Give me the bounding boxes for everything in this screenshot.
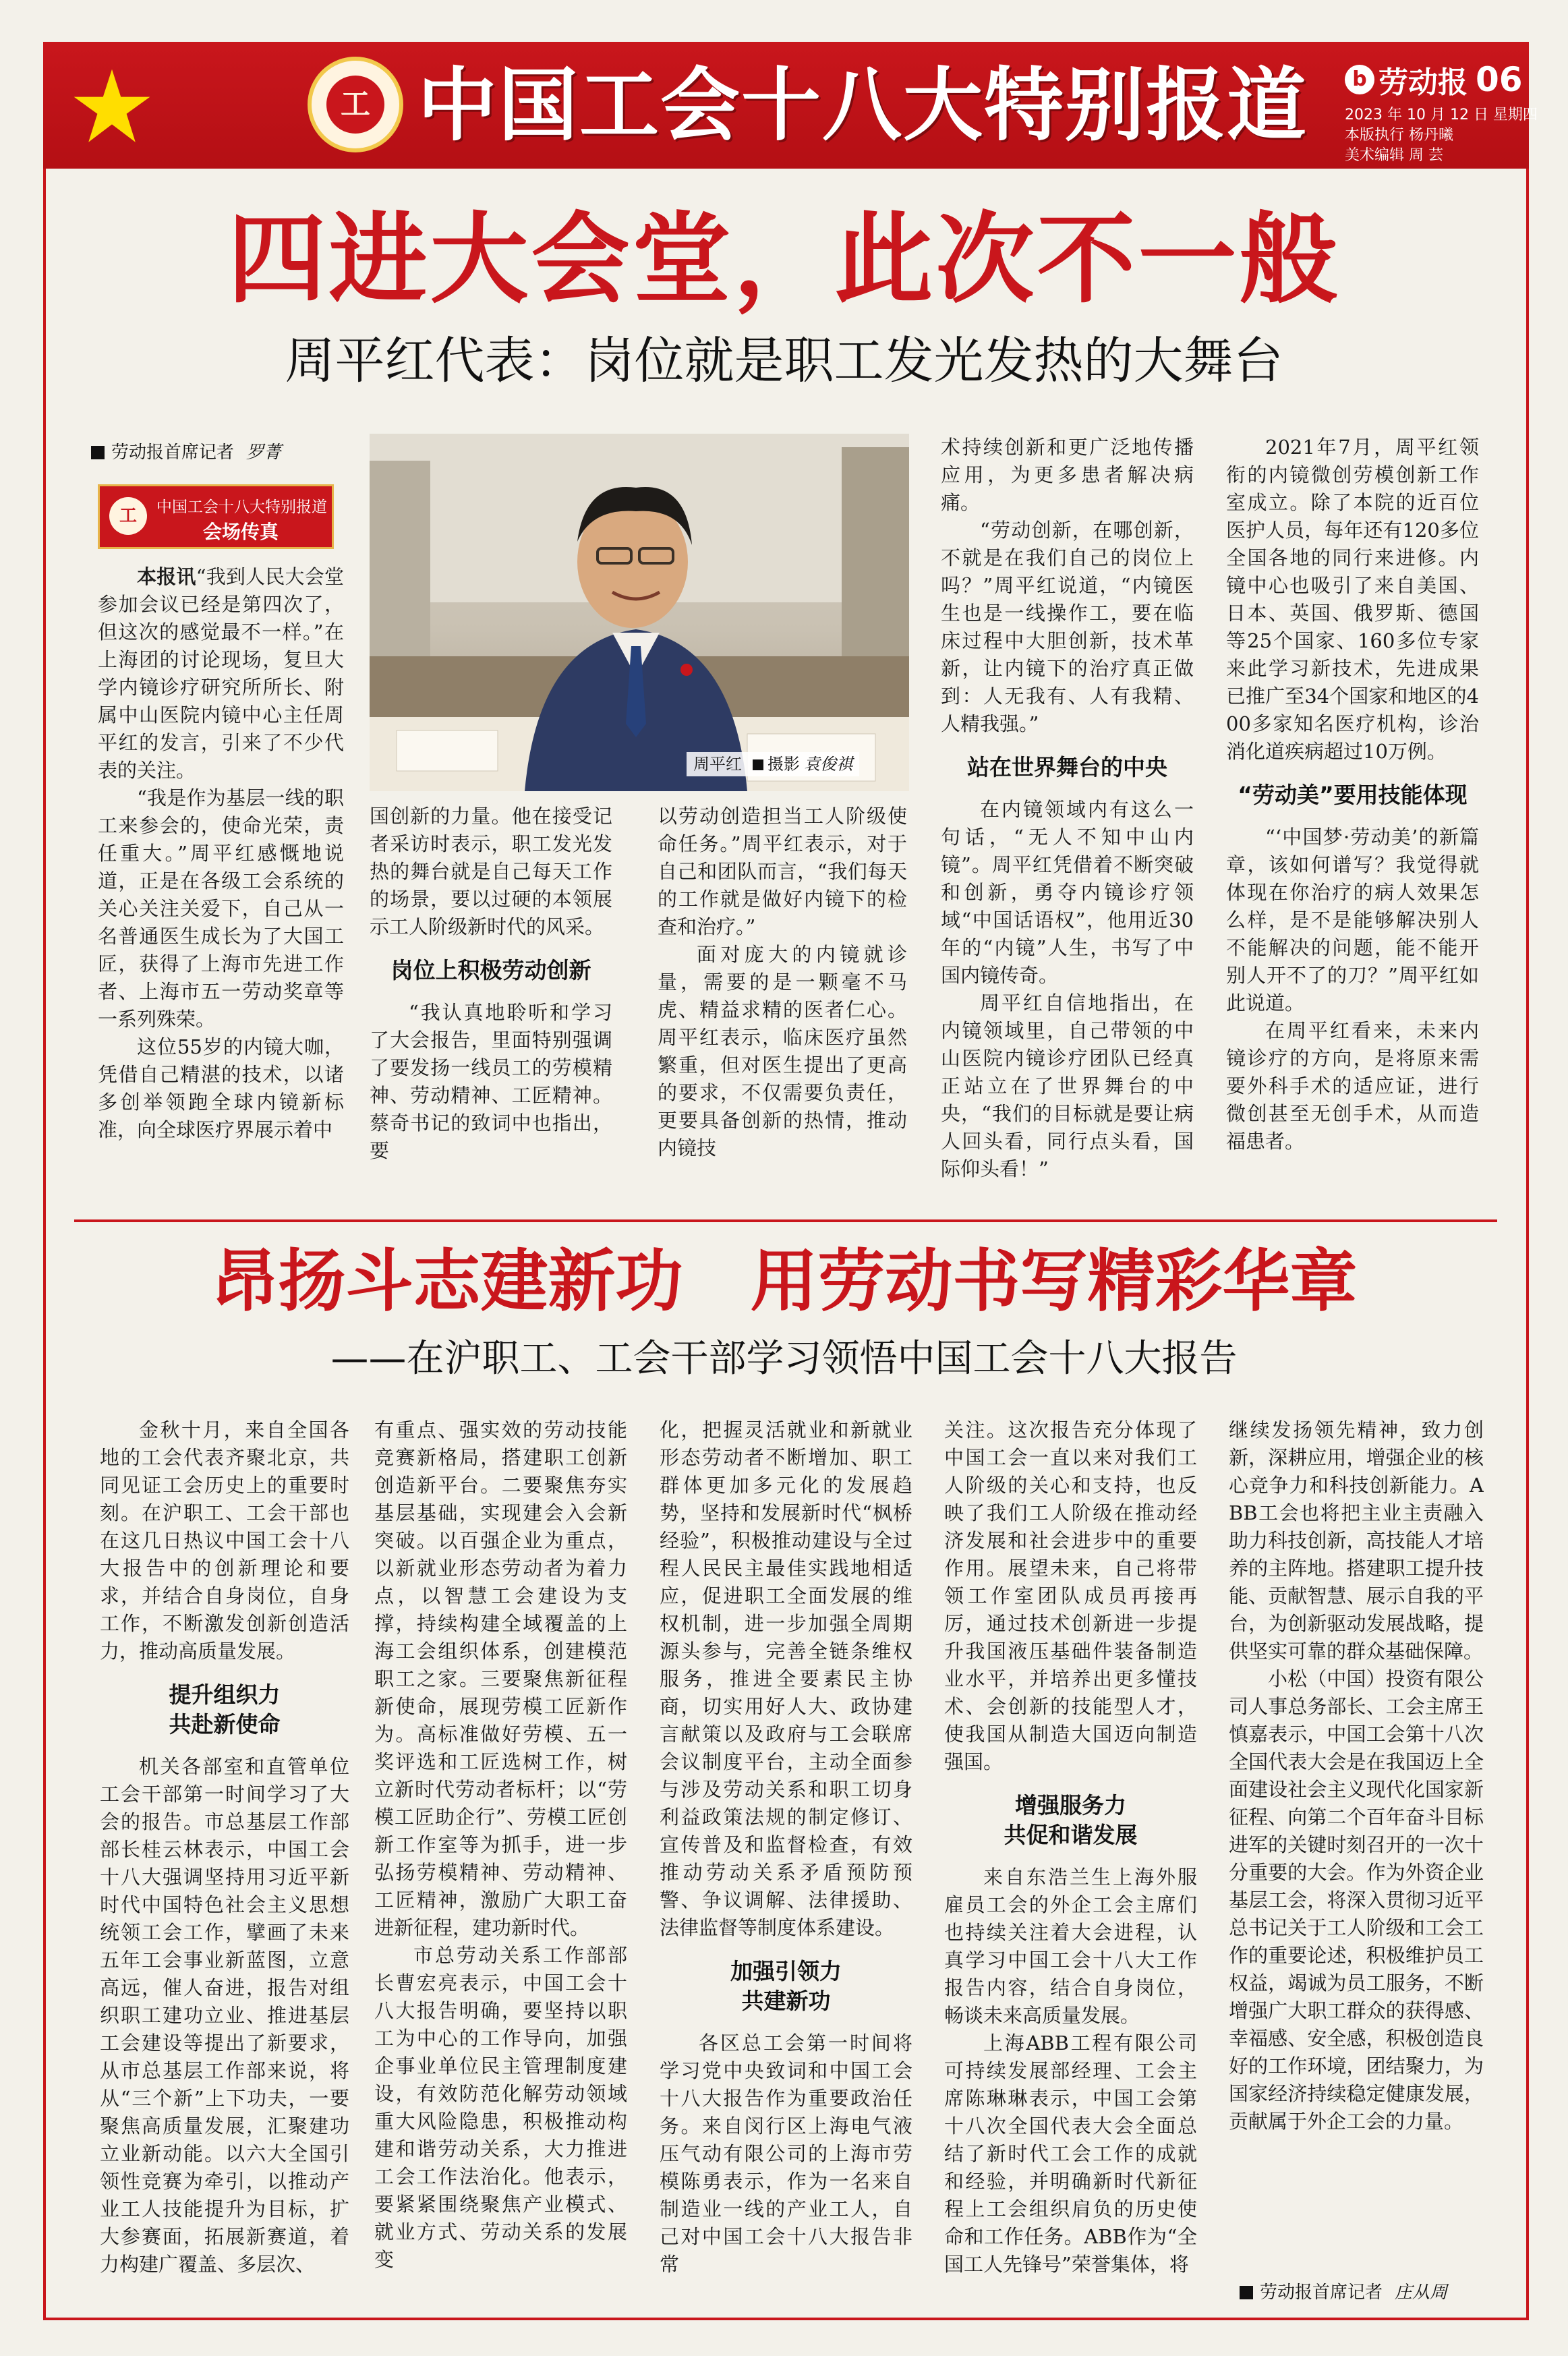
photo-illustration: [370, 434, 909, 791]
issue-meta: [1345, 105, 1538, 166]
square-bullet-icon: [1240, 2286, 1253, 2299]
section-heading: 站在世界舞台的中央: [967, 754, 1167, 780]
paragraph: “劳动创新，在哪创新，不就是在我们自己的岗位上吗？”周平红说道，“内镜医生也是一线操作工，要在临床过程中大胆创新，技术革新，让内镜下的治疗真正做到：人无我有、人有我精、人精我强。”: [941, 519, 1194, 735]
section-heading: [660, 1957, 912, 2016]
paragraph: 化，把握灵活就业和新就业形态劳动者不断增加、职工群体更加多元化的发展趋势，坚持和发展新时代“枫桥经验”，积极推动建设与全过程人民民主最佳实践地相适应，促进职工全面发展的维权机制，进一步加强全周期源头参与，完善全链条维权服务，推进全要素民主协商，切实用好人大、政协建言献策以及政府与工会联席会议制度平台，主动全面参与涉及劳动关系和职工切身利益政策法规的制定修订、宣传普及和监督检查，有效推动劳动关系矛盾预防预警、争议调解、法律援助、法律监督等制度体系建设。: [660, 1418, 912, 1939]
article1-column-3: [658, 803, 907, 1207]
article1-column-4: [941, 434, 1194, 1209]
article2-column-2: [374, 1416, 627, 2307]
paragraph: “‘中国梦·劳动美’的新篇章，该如何谱写？我觉得就体现在你治疗的病人效果怎么样，是不是能够解决别人不能解决的问题，能不能开别人开不了的刀？”周平红如此说道。: [1226, 826, 1479, 1014]
paragraph: 来自东浩兰生上海外服雇员工会的外企工会主席们也持续关注着大会进程，认真学习中国工会十八大工作报告内容，结合自身岗位，畅谈未来高质量发展。: [944, 1866, 1197, 2027]
paragraph-text: “我到人民大会堂参加会议已经是第四次了，但这次的感觉最不一样。”在上海团的讨论现场，复旦大学内镜诊疗研究所所长、附属中山医院内镜中心主任周平红的发言，引来了不少代表的关注。: [98, 565, 344, 782]
paragraph: 继续发扬领先精神，致力创新，深耕应用，增强企业的核心竞争力和科技创新能力。ABB工会也将把主业主责融入助力科技创新，高技能人才培养的主阵地。搭建职工提升技能、贡献智慧、展示自我的平台，为创新驱动发展战略，提供坚实可靠的群众基础保障。: [1229, 1418, 1484, 1663]
credit-label: 摄影: [767, 755, 800, 774]
article1-byline: [91, 438, 281, 463]
paper-mark-icon: b: [1345, 65, 1374, 94]
paragraph: 小松（中国）投资有限公司人事总务部长、工会主席王慎嘉表示，中国工会第十八次全国代表大会是在我国迈上全面建设社会主义现代化国家新征程、向第二个百年奋斗目标进军的关键时刻召开的一次十分重要的大会。作为外资企业基层工会，将深入贯彻习近平总书记关于工人阶级和工会工作的重要论述，积极维护员工权益，竭诚为员工服务，不断增强广大职工群众的获得感、幸福感、安全感，积极创造良好的工作环境，团结聚力，为国家经济持续稳定健康发展，贡献属于外企工会的力量。: [1229, 1667, 1484, 2133]
heading-line: 加强引领力: [730, 1958, 842, 1984]
square-bullet-icon: [91, 446, 105, 459]
star-icon: [71, 66, 152, 147]
article1-column-2: [370, 803, 612, 1207]
byline-name: 罗菁: [246, 442, 282, 463]
article2-byline: [1240, 2278, 1447, 2303]
article1-subheadline: 周平红代表：岗位就是职工发光发热的大舞台: [285, 332, 1283, 390]
art-editor: 美术编辑 周 芸: [1345, 147, 1443, 164]
paragraph: “我是作为基层一线的职工来参会的，使命光荣，责任重大。”周平红感慨地说道，正是在各级工会系统的关心关注关爱下，自己从一名普通医生成长为了大国工匠，获得了上海市先进工作者、上海市五一劳动奖章等一系列殊荣。: [98, 786, 344, 1031]
paragraph: 机关各部室和直管单位工会干部第一时间学习了大会的报告。市总基层工作部部长桂云林表示，中国工会十八大强调坚持用习近平新时代中国特色社会主义思想统领工会工作，擘画了未来五年工会事业新蓝图，立意高远，催人奋进，报告对组织职工建功立业、推进基层工会建设等提出了新要求，从市总基层工作部来说，将从“三个新”上下功夫，一要聚焦高质量发展，汇聚建功立业新动能。以六大全国引领性竞赛为牵引，以推动产业工人技能提升为目标，扩大参赛面，拓展新赛道，着力构建广覆盖、多层次、: [100, 1755, 349, 2276]
heading-line: 增强服务力: [1015, 1792, 1126, 1818]
paragraph: 国创新的力量。他在接受记者采访时表示，职工发光发热的舞台就是自己每天工作的场景，要以过硬的本领展示工人阶级新时代的风采。: [370, 805, 612, 938]
square-bullet-icon: [753, 759, 763, 770]
paragraph: 上海ABB工程有限公司可持续发展部经理、工会主席陈琳琳表示，中国工会第十八次全国代表大会全面总结了新时代工会工作的成就和经验，并明确新时代新征程上工会组织肩负的历史使命和工作任务。ABB作为“全国工人先锋号”荣誉集体，将: [944, 2032, 1197, 2276]
byline-label: 劳动报首席记者: [1260, 2282, 1383, 2303]
paragraph: “我认真地聆听和学习了大会报告，里面特别强调了要发扬一线员工的劳模精神、劳动精神、工匠精神。蔡奇书记的致词中也指出，要: [370, 1001, 612, 1162]
byline-name: 庄从周: [1395, 2282, 1448, 2303]
emblem-glyph: 工: [326, 76, 384, 134]
paragraph: 在周平红看来，未来内镜诊疗的方向，是将原来需要外科手术的适应证，进行微创甚至无创手术，从而造福患者。: [1226, 1019, 1479, 1153]
paragraph: 面对庞大的内镜就诊量，需要的是一颗毫不马虎、精益求精的医者仁心。周平红表示，临床医疗虽然繁重，但对医生提出了更高的要求，不仅需要负责任，更要具备创新的热情，推动内镜技: [658, 943, 907, 1159]
delegate-photo: [370, 434, 909, 791]
photo-caption: [687, 752, 859, 776]
section-heading: 岗位上积极劳动创新: [390, 957, 591, 983]
section-heading: [100, 1680, 349, 1740]
byline-label: 劳动报首席记者: [111, 442, 235, 463]
article2-column-1: [100, 1416, 349, 2307]
paragraph: 周平红自信地指出，在内镜领域里，自己带领的中山医院内镜诊疗团队已经真正站立在了世界舞台的中央，“我们的目标就是要让病人回头看，同行点头看，国际仰头看！”: [941, 992, 1194, 1180]
heading-line: 共促和谐发展: [1004, 1822, 1138, 1848]
paper-name: 劳动报: [1378, 65, 1468, 100]
photo-credit: [753, 755, 852, 774]
paragraph: 金秋十月，来自全国各地的工会代表齐聚北京，共同见证工会历史上的重要时刻。在沪职工、工会干部也在这几日热议中国工会十八大报告中的创新理论和要求，并结合自身岗位，自身工作，不断激发创新创造活力，推动高质量发展。: [100, 1418, 349, 1663]
article2-headline: 昂扬斗志建新功 用劳动书写精彩华章: [210, 1242, 1358, 1321]
article1-headline: 四进大会堂，此次不一般: [227, 202, 1341, 317]
paragraph: 在内镜领域内有这么一句话，“无人不知中山内镜”。周平红凭借着不断突破和创新，勇夺内镜诊疗领域“中国话语权”，他用近30年的“内镜”人生，书写了中国内镜传奇。: [941, 798, 1194, 987]
paragraph: 这位55岁的内镜大咖，凭借自己精湛的技术，以诸多创举领跑全球内镜新标准，向全球医疗界展示着中: [98, 1035, 344, 1141]
heading-line: 共建新功: [741, 1988, 831, 2014]
paragraph: 2021年7月，周平红领衔的内镜微创劳模创新工作室成立。除了本院的近百位医护人员，每年还有120多位全国各地的同行来进修。内镜中心也吸引了来自美国、日本、英国、俄罗斯、德国等25个国家、160多位专家来此学习新技术，先进成果已推广至34个国家和地区的400多家知名医疗机构，诊治消化道疾病超过10万例。: [1226, 436, 1479, 763]
photographer-name: 袁俊祺: [804, 755, 852, 774]
article1-column-5: [1226, 434, 1479, 1209]
article2-subheadline: ——在沪职工、工会干部学习领悟中国工会十八大报告: [330, 1337, 1238, 1381]
article-divider: [74, 1219, 1497, 1222]
paragraph: 有重点、强实效的劳动技能竞赛新格局，搭建职工创新创造新平台。二要聚焦夯实基层基础，实现建会入会新突破。以百强企业为重点，以新就业形态劳动者为着力点，以智慧工会建设为支撑，持续构建全域覆盖的上海工会组织体系，创建模范职工之家。三要聚焦新征程新使命，展现劳模工匠新作为。高标准做好劳模、五一奖评选和工匠选树工作，树立新时代劳动者标杆；以“劳模工匠助企行”、劳模工匠创新工作室等为抓手，进一步弘扬劳模精神、劳动精神、工匠精神，激励广大职工奋进新征程，建功新时代。: [374, 1418, 627, 1939]
tag-top-text: 中国工会十八大特别报道: [156, 498, 327, 516]
section-banner: [43, 42, 1538, 169]
section-title: 中国工会十八大特别报道: [417, 59, 1308, 152]
paragraph: 术持续创新和更广泛地传播应用，为更多患者解决病痛。: [941, 436, 1194, 514]
dateline: 本报讯: [137, 565, 196, 588]
paragraph: 关注。这次报告充分体现了中国工会一直以来对我们工人阶级的关心和支持，也反映了我们工人阶级在推动经济发展和社会进步中的重要作用。展望未来，自己将带领工作室团队成员再接再厉，通过技术创新进一步提升我国液压基础件装备制造业水平，并培养出更多懂技术、会创新的技能型人才，使我国从制造大国迈向制造强国。: [944, 1418, 1197, 1773]
heading-line: 提升组织力: [169, 1682, 281, 1708]
page-number: 06: [1476, 60, 1523, 99]
page-editor: 本版执行 杨丹曦: [1345, 127, 1453, 144]
paragraph: 以劳动创造担当工人阶级使命任务。”周平红表示，对于自己和团队而言，“我们每天的工作就是做好内镜下的检查和治疗。”: [658, 805, 907, 938]
paragraph: 各区总工会第一时间将学习党中央致词和中国工会十八大报告作为重要政治任务。来自闵行区上海电气液压气动有限公司的上海市劳模陈勇表示，作为一名来自制造业一线的产业工人，自己对中国工会十八大报告非常: [660, 2032, 912, 2276]
tag-emblem-icon: 工: [109, 497, 147, 535]
paragraph: [98, 563, 344, 784]
section-heading: [944, 1791, 1197, 1850]
article2-column-4: [944, 1416, 1197, 2307]
live-report-tag: [98, 484, 334, 549]
newspaper-logo: [1345, 58, 1527, 98]
issue-date: 2023 年 10 月 12 日 星期四: [1345, 107, 1538, 123]
article1-column-1: [98, 563, 344, 1204]
union-emblem-logo: [308, 57, 403, 152]
paragraph: 市总劳动关系工作部部长曹宏亮表示，中国工会十八大报告明确，要坚持以职工为中心的工作导向，加强企事业单位民主管理制度建设，有效防范化解劳动领域重大风险隐患，积极推动构建和谐劳动关系，大力推进工会工作法治化。他表示，要紧紧围绕聚焦产业模式、就业方式、劳动关系的发展变: [374, 1944, 627, 2271]
article2-column-3: [660, 1416, 912, 2307]
article2-column-5: [1229, 1416, 1484, 2260]
section-heading: “劳动美”要用技能体现: [1238, 782, 1468, 808]
caption-person: 周平红: [693, 755, 742, 774]
tag-bottom-text: 会场传真: [202, 521, 279, 543]
heading-line: 共赴新使命: [169, 1711, 281, 1737]
